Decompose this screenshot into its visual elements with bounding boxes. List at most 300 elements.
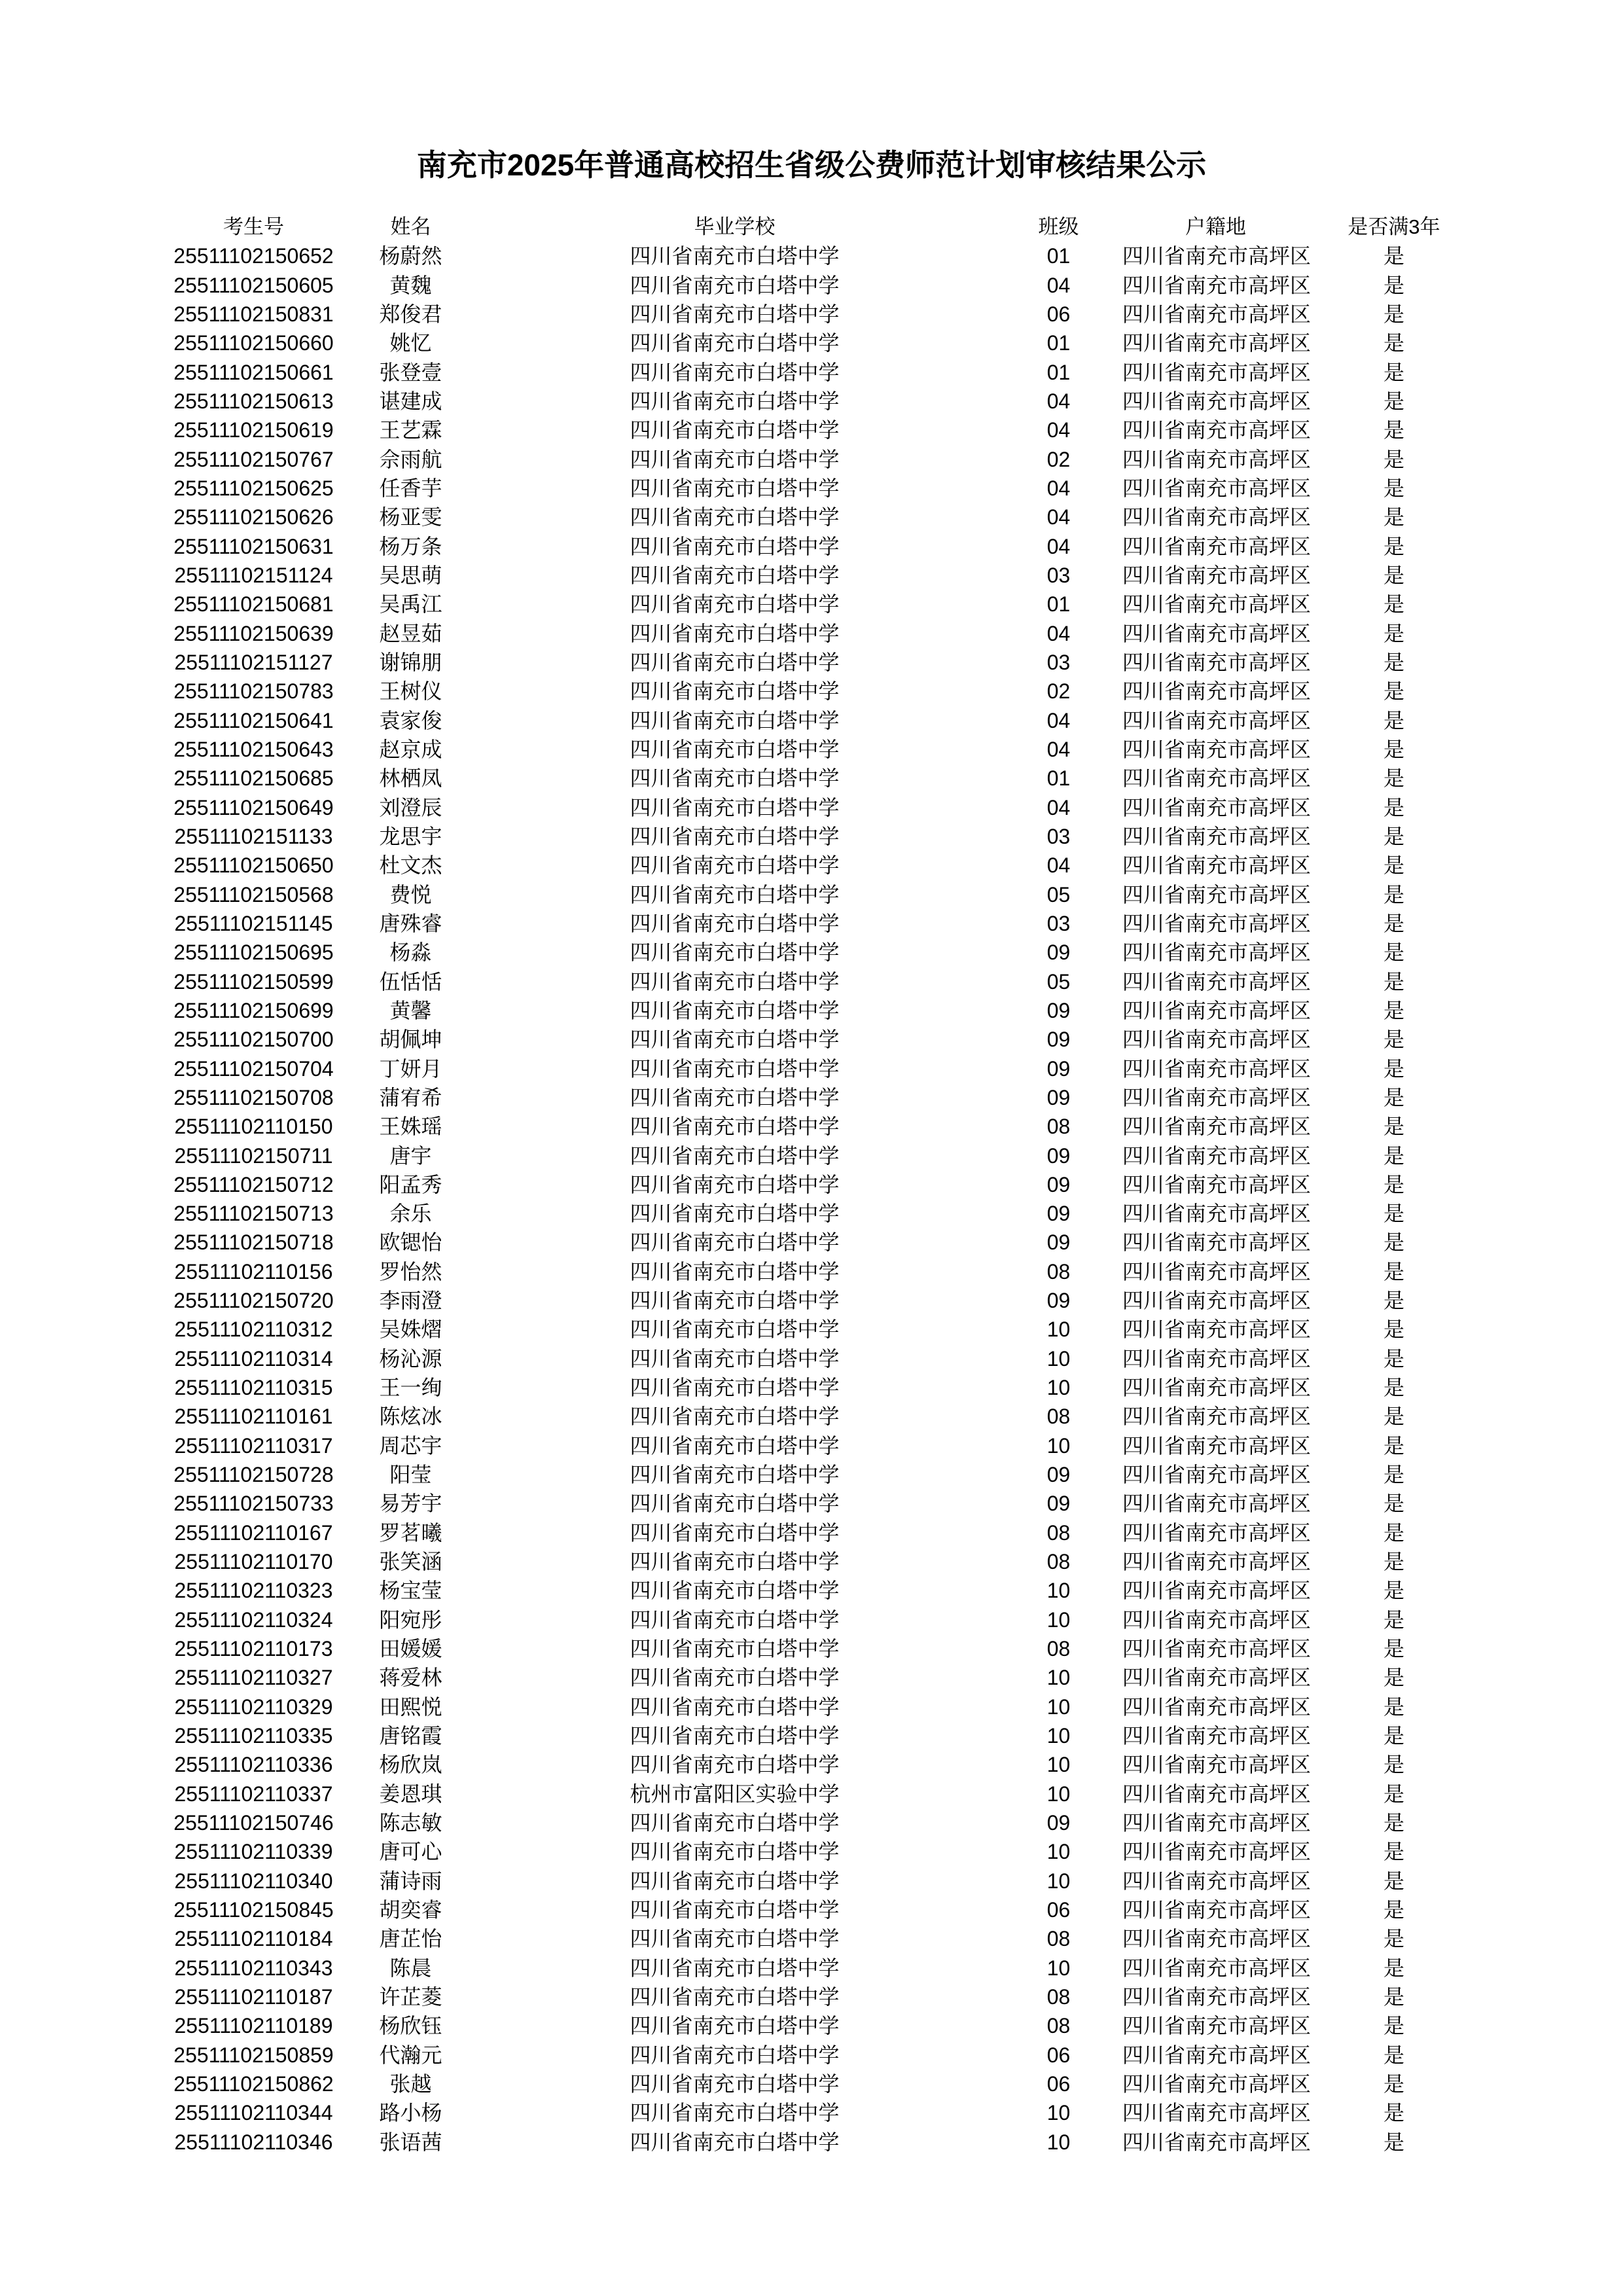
class-cell: 10 [1046, 2130, 1071, 2154]
class-cell: 04 [1046, 621, 1071, 645]
class-cell: 03 [1046, 824, 1071, 848]
table-row [160, 2070, 1479, 2098]
table-row [160, 1431, 1479, 1460]
residence-cell: 四川省南充市高坪区 [1122, 418, 1311, 442]
name-cell: 余乐 [389, 1202, 432, 1226]
full-3-years-cell: 是 [1383, 244, 1404, 268]
full-3-years-cell: 是 [1383, 853, 1404, 878]
school-cell: 杭州市富阳区实验中学 [630, 1782, 840, 1806]
school-cell: 四川省南充市白塔中学 [630, 2101, 840, 2125]
full-3-years-cell: 是 [1383, 1637, 1404, 1661]
residence-cell: 四川省南充市高坪区 [1122, 1028, 1311, 1052]
residence-cell: 四川省南充市高坪区 [1122, 2101, 1311, 2125]
full-3-years-cell: 是 [1383, 1085, 1404, 1109]
candidate-id-cell: 25511102110156 [174, 1259, 333, 1283]
name-cell: 欧锶怡 [379, 1230, 442, 1255]
table-row [160, 1025, 1479, 1054]
table-row [160, 1954, 1479, 1982]
residence-cell: 四川省南充市高坪区 [1122, 679, 1311, 704]
school-cell: 四川省南充市白塔中学 [630, 1520, 840, 1545]
name-cell: 李雨澄 [379, 1289, 442, 1313]
school-cell: 四川省南充市白塔中学 [630, 1202, 840, 1226]
residence-cell: 四川省南充市高坪区 [1122, 1811, 1311, 1835]
candidate-id-cell: 25511102150831 [173, 302, 334, 326]
class-cell: 10 [1046, 1956, 1071, 1980]
full-3-years-cell: 是 [1383, 1289, 1404, 1313]
school-cell: 四川省南充市白塔中学 [630, 563, 840, 587]
school-cell: 四川省南充市白塔中学 [630, 1056, 840, 1081]
class-cell: 10 [1046, 1376, 1071, 1400]
candidate-id-cell: 25511102110170 [174, 1550, 333, 1574]
full-3-years-cell: 是 [1383, 1607, 1404, 1632]
name-cell: 杨欣岚 [379, 1753, 442, 1777]
table-row [160, 1721, 1479, 1750]
table-row [160, 1547, 1479, 1576]
table-row [160, 242, 1479, 270]
class-cell: 10 [1046, 1753, 1071, 1777]
table-row [160, 1083, 1479, 1112]
table-row [160, 1693, 1479, 1721]
candidate-id-cell: 25511102110323 [174, 1579, 333, 1603]
residence-cell: 四川省南充市高坪区 [1122, 1318, 1311, 1342]
school-cell: 四川省南充市白塔中学 [630, 882, 840, 906]
class-cell: 10 [1046, 1724, 1071, 1748]
full-3-years-cell: 是 [1383, 534, 1404, 558]
name-cell: 张越 [389, 2072, 432, 2096]
page-title-prefix: 南充市 [416, 148, 507, 182]
class-cell: 06 [1046, 2043, 1071, 2067]
class-cell: 09 [1046, 998, 1071, 1022]
full-3-years-cell: 是 [1383, 708, 1404, 732]
full-3-years-cell: 是 [1383, 1028, 1404, 1052]
table-row [160, 735, 1479, 764]
school-cell: 四川省南充市白塔中学 [630, 969, 840, 994]
candidate-id-cell: 25511102150661 [173, 360, 334, 384]
table-row [160, 1576, 1479, 1605]
class-cell: 01 [1046, 592, 1071, 617]
residence-cell: 四川省南充市高坪区 [1122, 621, 1311, 645]
residence-cell: 四川省南充市高坪区 [1122, 534, 1311, 558]
school-cell: 四川省南充市白塔中学 [630, 853, 840, 878]
candidate-id-cell: 25511102110314 [174, 1346, 333, 1371]
name-cell: 杨亚雯 [379, 505, 442, 529]
table-row [160, 561, 1479, 590]
name-cell: 伍恬恬 [379, 969, 442, 994]
full-3-years-cell: 是 [1383, 1985, 1404, 2009]
full-3-years-cell: 是 [1383, 1898, 1404, 1922]
residence-cell: 四川省南充市高坪区 [1122, 2130, 1311, 2154]
name-cell: 刘澄辰 [379, 795, 442, 819]
candidate-id-cell: 25511102150733 [173, 1492, 334, 1516]
candidate-id-cell: 25511102110336 [174, 1753, 333, 1777]
full-3-years-cell: 是 [1383, 998, 1404, 1022]
table-row [160, 1837, 1479, 1866]
class-cell: 08 [1046, 1520, 1071, 1545]
full-3-years-cell: 是 [1383, 882, 1404, 906]
table-row [160, 300, 1479, 329]
name-cell: 胡奕睿 [379, 1898, 442, 1922]
table-row [160, 271, 1479, 300]
residence-cell: 四川省南充市高坪区 [1122, 941, 1311, 965]
table-row [160, 851, 1479, 880]
name-cell: 罗怡然 [379, 1259, 442, 1283]
table-row [160, 1924, 1479, 1953]
table-row [160, 1199, 1479, 1228]
results-table-body [160, 242, 1479, 2157]
class-cell: 02 [1046, 447, 1071, 471]
table-row [160, 677, 1479, 706]
residence-cell: 四川省南充市高坪区 [1122, 1172, 1311, 1196]
residence-cell: 四川省南充市高坪区 [1122, 1143, 1311, 1168]
residence-cell: 四川省南充市高坪区 [1122, 360, 1311, 384]
residence-cell: 四川省南充市高坪区 [1122, 998, 1311, 1022]
full-3-years-cell: 是 [1383, 1492, 1404, 1516]
class-cell: 02 [1046, 679, 1071, 704]
candidate-id-cell: 25511102110189 [174, 2014, 333, 2038]
name-cell: 张笑涵 [379, 1550, 442, 1574]
table-row [160, 1286, 1479, 1315]
class-cell: 04 [1046, 418, 1071, 442]
residence-cell: 四川省南充市高坪区 [1122, 1346, 1311, 1371]
residence-cell: 四川省南充市高坪区 [1122, 1550, 1311, 1574]
full-3-years-cell: 是 [1383, 1318, 1404, 1342]
candidate-id-cell: 25511102110173 [174, 1637, 333, 1661]
residence-cell: 四川省南充市高坪区 [1122, 795, 1311, 819]
school-cell: 四川省南充市白塔中学 [630, 1115, 840, 1139]
table-row [160, 880, 1479, 909]
school-cell: 四川省南充市白塔中学 [630, 1695, 840, 1719]
school-cell: 四川省南充市白塔中学 [630, 2130, 840, 2154]
school-cell: 四川省南充市白塔中学 [630, 1259, 840, 1283]
table-row [160, 648, 1479, 677]
residence-cell: 四川省南充市高坪区 [1122, 1753, 1311, 1777]
full-3-years-cell: 是 [1383, 1927, 1404, 1951]
residence-cell: 四川省南充市高坪区 [1122, 1666, 1311, 1690]
name-cell: 阳孟秀 [379, 1172, 442, 1196]
residence-cell: 四川省南充市高坪区 [1122, 2014, 1311, 2038]
school-cell: 四川省南充市白塔中学 [630, 273, 840, 297]
school-cell: 四川省南充市白塔中学 [630, 1637, 840, 1661]
name-cell: 罗茗曦 [379, 1520, 442, 1545]
residence-cell: 四川省南充市高坪区 [1122, 1695, 1311, 1719]
school-cell: 四川省南充市白塔中学 [630, 389, 840, 413]
table-row [160, 822, 1479, 851]
school-cell: 四川省南充市白塔中学 [630, 1811, 840, 1835]
candidate-id-cell: 25511102150728 [173, 1463, 334, 1487]
candidate-id-cell: 25511102110335 [174, 1724, 333, 1748]
class-cell: 09 [1046, 1085, 1071, 1109]
residence-cell: 四川省南充市高坪区 [1122, 1637, 1311, 1661]
school-cell: 四川省南充市白塔中学 [630, 1318, 840, 1342]
class-cell: 04 [1046, 853, 1071, 878]
class-cell: 10 [1046, 1782, 1071, 1806]
class-cell: 04 [1046, 795, 1071, 819]
class-cell: 08 [1046, 1115, 1071, 1139]
name-cell: 杨沁源 [379, 1346, 442, 1371]
table-row [160, 1808, 1479, 1837]
school-cell: 四川省南充市白塔中学 [630, 1927, 840, 1951]
residence-cell: 四川省南充市高坪区 [1122, 650, 1311, 674]
residence-cell: 四川省南充市高坪区 [1122, 505, 1311, 529]
table-row [160, 996, 1479, 1025]
results-table [160, 213, 1479, 2157]
candidate-id-cell: 25511102150631 [173, 534, 334, 558]
school-cell: 四川省南充市白塔中学 [630, 1433, 840, 1458]
residence-cell: 四川省南充市高坪区 [1122, 1433, 1311, 1458]
residence-cell: 四川省南充市高坪区 [1122, 302, 1311, 326]
school-cell: 四川省南充市白塔中学 [630, 476, 840, 500]
candidate-id-cell: 25511102110317 [174, 1433, 333, 1458]
table-row [160, 1257, 1479, 1286]
name-cell: 蒋爱林 [379, 1666, 442, 1690]
column-header-candidate-id: 考生号 [223, 215, 284, 238]
candidate-id-cell: 25511102150695 [173, 941, 334, 965]
name-cell: 唐宇 [389, 1143, 432, 1168]
full-3-years-cell: 是 [1383, 1376, 1404, 1400]
name-cell: 陈志敏 [379, 1811, 442, 1835]
class-cell: 05 [1046, 969, 1071, 994]
school-cell: 四川省南充市白塔中学 [630, 1607, 840, 1632]
residence-cell: 四川省南充市高坪区 [1122, 1724, 1311, 1748]
name-cell: 吴姝熠 [379, 1318, 442, 1342]
full-3-years-cell: 是 [1383, 1550, 1404, 1574]
class-cell: 03 [1046, 911, 1071, 935]
table-row [160, 706, 1479, 735]
residence-cell: 四川省南充市高坪区 [1122, 1956, 1311, 1980]
candidate-id-cell: 25511102110150 [174, 1115, 333, 1139]
candidate-id-cell: 25511102150681 [173, 592, 334, 617]
full-3-years-cell: 是 [1383, 476, 1404, 500]
school-cell: 四川省南充市白塔中学 [630, 1346, 840, 1371]
full-3-years-cell: 是 [1383, 1753, 1404, 1777]
name-cell: 唐铭霞 [379, 1724, 442, 1748]
school-cell: 四川省南充市白塔中学 [630, 1956, 840, 1980]
table-row [160, 416, 1479, 444]
class-cell: 10 [1046, 1433, 1071, 1458]
school-cell: 四川省南充市白塔中学 [630, 1085, 840, 1109]
table-row [160, 764, 1479, 793]
page-title [0, 148, 1623, 182]
full-3-years-cell: 是 [1383, 360, 1404, 384]
residence-cell: 四川省南充市高坪区 [1122, 1607, 1311, 1632]
candidate-id-cell: 25511102150720 [173, 1289, 334, 1313]
class-cell: 10 [1046, 1579, 1071, 1603]
residence-cell: 四川省南充市高坪区 [1122, 1985, 1311, 2009]
name-cell: 任香芋 [379, 476, 442, 500]
name-cell: 杜文杰 [379, 853, 442, 878]
candidate-id-cell: 25511102150643 [173, 737, 334, 761]
table-row [160, 2098, 1479, 2127]
table-row [160, 1750, 1479, 1779]
full-3-years-cell: 是 [1383, 447, 1404, 471]
full-3-years-cell: 是 [1383, 2014, 1404, 2038]
class-cell: 04 [1046, 505, 1071, 529]
class-cell: 08 [1046, 1637, 1071, 1661]
class-cell: 09 [1046, 1056, 1071, 1081]
table-row [160, 909, 1479, 938]
residence-cell: 四川省南充市高坪区 [1122, 389, 1311, 413]
candidate-id-cell: 25511102110312 [174, 1318, 333, 1342]
full-3-years-cell: 是 [1383, 969, 1404, 994]
name-cell: 许芷菱 [379, 1985, 442, 2009]
table-row [160, 1315, 1479, 1344]
class-cell: 04 [1046, 273, 1071, 297]
table-row [160, 938, 1479, 967]
class-cell: 04 [1046, 476, 1071, 500]
table-row [160, 387, 1479, 416]
full-3-years-cell: 是 [1383, 2130, 1404, 2154]
table-row [160, 1112, 1479, 1141]
full-3-years-cell: 是 [1383, 505, 1404, 529]
column-header-class: 班级 [1038, 215, 1079, 238]
residence-cell: 四川省南充市高坪区 [1122, 563, 1311, 587]
name-cell: 王姝瑶 [379, 1115, 442, 1139]
candidate-id-cell: 25511102150626 [173, 505, 334, 529]
name-cell: 蒲宥希 [379, 1085, 442, 1109]
full-3-years-cell: 是 [1383, 911, 1404, 935]
candidate-id-cell: 25511102110337 [174, 1782, 333, 1806]
name-cell: 黄魏 [389, 273, 432, 297]
candidate-id-cell: 25511102110187 [174, 1985, 333, 2009]
column-header-full-3-years: 是否满3年 [1347, 215, 1440, 238]
residence-cell: 四川省南充市高坪区 [1122, 1782, 1311, 1806]
school-cell: 四川省南充市白塔中学 [630, 911, 840, 935]
residence-cell: 四川省南充市高坪区 [1122, 2043, 1311, 2067]
full-3-years-cell: 是 [1383, 273, 1404, 297]
candidate-id-cell: 25511102150783 [173, 679, 334, 704]
school-cell: 四川省南充市白塔中学 [630, 2043, 840, 2067]
school-cell: 四川省南充市白塔中学 [630, 795, 840, 819]
table-row [160, 1895, 1479, 1924]
candidate-id-cell: 25511102150711 [174, 1143, 333, 1168]
residence-cell: 四川省南充市高坪区 [1122, 1463, 1311, 1487]
candidate-id-cell: 25511102150767 [173, 447, 334, 471]
residence-cell: 四川省南充市高坪区 [1122, 1492, 1311, 1516]
candidate-id-cell: 25511102150599 [173, 969, 334, 994]
residence-cell: 四川省南充市高坪区 [1122, 766, 1311, 791]
residence-cell: 四川省南充市高坪区 [1122, 244, 1311, 268]
full-3-years-cell: 是 [1383, 1056, 1404, 1081]
candidate-id-cell: 25511102110346 [174, 2130, 333, 2154]
candidate-id-cell: 25511102150641 [173, 708, 334, 732]
school-cell: 四川省南充市白塔中学 [630, 505, 840, 529]
class-cell: 10 [1046, 1869, 1071, 1893]
name-cell: 唐芷怡 [379, 1927, 442, 1951]
full-3-years-cell: 是 [1383, 1520, 1404, 1545]
table-row [160, 619, 1479, 648]
table-row [160, 1518, 1479, 1547]
table-header-row [160, 213, 1479, 242]
school-cell: 四川省南充市白塔中学 [630, 1579, 840, 1603]
candidate-id-cell: 25511102110184 [174, 1927, 333, 1951]
class-cell: 10 [1046, 1840, 1071, 1864]
residence-cell: 四川省南充市高坪区 [1122, 447, 1311, 471]
full-3-years-cell: 是 [1383, 1840, 1404, 1864]
name-cell: 黄馨 [389, 998, 432, 1022]
class-cell: 04 [1046, 534, 1071, 558]
class-cell: 10 [1046, 1607, 1071, 1632]
school-cell: 四川省南充市白塔中学 [630, 534, 840, 558]
table-row [160, 1867, 1479, 1895]
school-cell: 四川省南充市白塔中学 [630, 1289, 840, 1313]
class-cell: 10 [1046, 1695, 1071, 1719]
class-cell: 04 [1046, 737, 1071, 761]
class-cell: 03 [1046, 563, 1071, 587]
class-cell: 10 [1046, 1346, 1071, 1371]
full-3-years-cell: 是 [1383, 679, 1404, 704]
candidate-id-cell: 25511102150660 [173, 331, 334, 355]
class-cell: 09 [1046, 1143, 1071, 1168]
residence-cell: 四川省南充市高坪区 [1122, 2072, 1311, 2096]
residence-cell: 四川省南充市高坪区 [1122, 273, 1311, 297]
residence-cell: 四川省南充市高坪区 [1122, 853, 1311, 878]
candidate-id-cell: 25511102110329 [174, 1695, 333, 1719]
candidate-id-cell: 25511102151145 [174, 911, 333, 935]
residence-cell: 四川省南充市高坪区 [1122, 1840, 1311, 1864]
class-cell: 08 [1046, 1405, 1071, 1429]
candidate-id-cell: 25511102110324 [174, 1607, 333, 1632]
full-3-years-cell: 是 [1383, 650, 1404, 674]
class-cell: 06 [1046, 1898, 1071, 1922]
name-cell: 吴思萌 [379, 563, 442, 587]
name-cell: 阳莹 [389, 1463, 432, 1487]
candidate-id-cell: 25511102110315 [174, 1376, 333, 1400]
full-3-years-cell: 是 [1383, 1202, 1404, 1226]
class-cell: 06 [1046, 2072, 1071, 2096]
name-cell: 王一绚 [379, 1376, 442, 1400]
full-3-years-cell: 是 [1383, 1405, 1404, 1429]
school-cell: 四川省南充市白塔中学 [630, 1492, 840, 1516]
class-cell: 04 [1046, 389, 1071, 413]
name-cell: 代瀚元 [379, 2043, 442, 2067]
candidate-id-cell: 25511102150704 [173, 1056, 334, 1081]
candidate-id-cell: 25511102150713 [173, 1202, 334, 1226]
name-cell: 丁妍月 [379, 1056, 442, 1081]
candidate-id-cell: 25511102150652 [173, 244, 334, 268]
school-cell: 四川省南充市白塔中学 [630, 1724, 840, 1748]
column-header-residence: 户籍地 [1185, 215, 1246, 238]
name-cell: 王艺霖 [379, 418, 442, 442]
name-cell: 王树仪 [379, 679, 442, 704]
school-cell: 四川省南充市白塔中学 [630, 1550, 840, 1574]
class-cell: 09 [1046, 1463, 1071, 1487]
class-cell: 09 [1046, 1811, 1071, 1835]
candidate-id-cell: 25511102110343 [174, 1956, 333, 1980]
school-cell: 四川省南充市白塔中学 [630, 679, 840, 704]
class-cell: 01 [1046, 331, 1071, 355]
full-3-years-cell: 是 [1383, 941, 1404, 965]
full-3-years-cell: 是 [1383, 1463, 1404, 1487]
candidate-id-cell: 25511102150859 [173, 2043, 334, 2067]
residence-cell: 四川省南充市高坪区 [1122, 1898, 1311, 1922]
full-3-years-cell: 是 [1383, 2072, 1404, 2096]
table-row [160, 329, 1479, 357]
candidate-id-cell: 25511102150649 [173, 795, 334, 819]
table-row [160, 1460, 1479, 1489]
class-cell: 08 [1046, 1550, 1071, 1574]
table-row [160, 1141, 1479, 1170]
table-row [160, 1489, 1479, 1518]
residence-cell: 四川省南充市高坪区 [1122, 1115, 1311, 1139]
residence-cell: 四川省南充市高坪区 [1122, 1376, 1311, 1400]
candidate-id-cell: 25511102150619 [173, 418, 334, 442]
school-cell: 四川省南充市白塔中学 [630, 360, 840, 384]
name-cell: 陈炫冰 [379, 1405, 442, 1429]
candidate-id-cell: 25511102151133 [174, 824, 333, 848]
table-row [160, 1344, 1479, 1373]
class-cell: 09 [1046, 941, 1071, 965]
candidate-id-cell: 25511102110339 [174, 1840, 333, 1864]
